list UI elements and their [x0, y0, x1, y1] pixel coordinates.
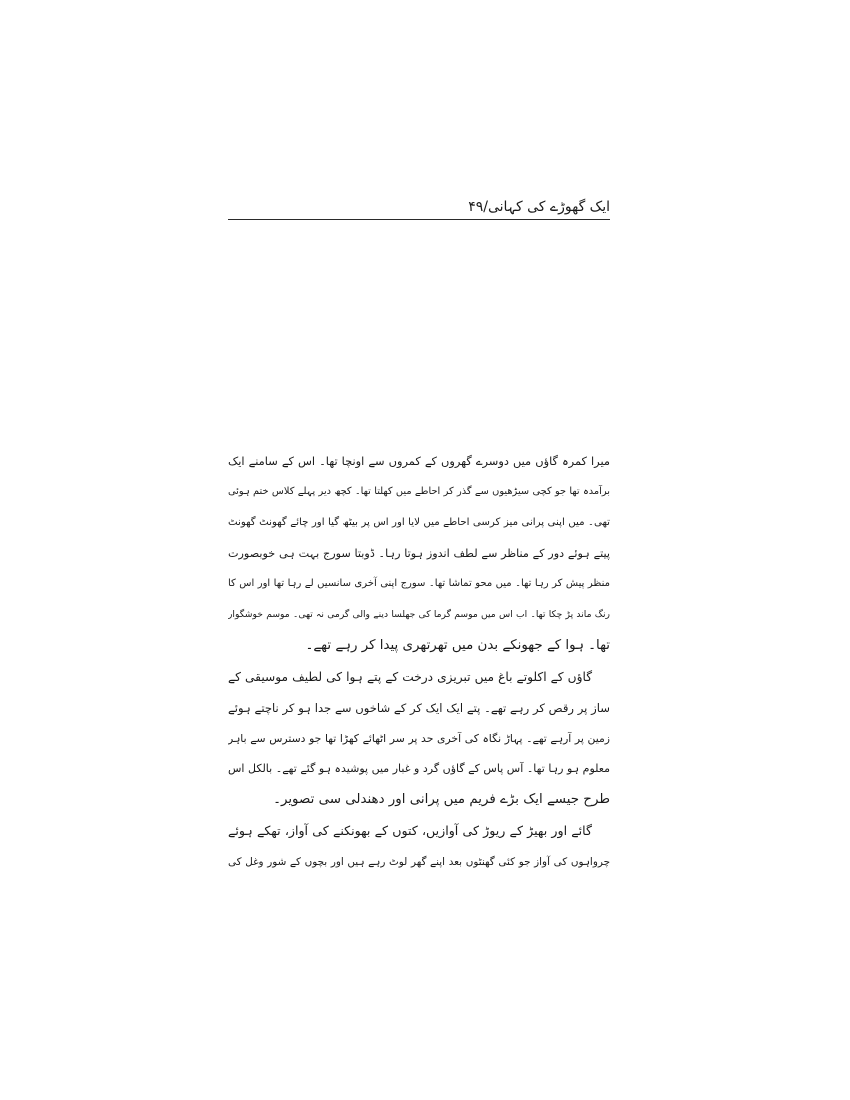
text-line: گاؤں کے اکلوتے باغ میں تبریزی درخت کے پتے ہوا کی لطیف موسیقی کے: [228, 669, 592, 684]
text-line: ساز پر رقص کر رہے تھے۔ پتے ایک ایک کر کے شاخوں سے جدا ہو کر ناچتے ہوئے: [228, 700, 610, 715]
text-line: پیتے ہوئے دور کے مناظر سے لطف اندوز ہوتا رہا۔ ڈوبتا سورج بہت ہی خوبصورت: [228, 546, 610, 560]
text-line: رنگ ماند پڑ چکا تھا۔ اب اس میں موسم گرما کی جھلسا دینے والی گرمی نہ تھی۔ موسم خوشگوار: [228, 609, 610, 621]
text-line: چرواہوں کی آواز جو کئی گھنٹوں بعد اپنے گھر لوٹ رہے ہیں اور بچوں کے شور وغل کی: [228, 855, 610, 868]
text-line: میرا کمرہ گاؤں میں دوسرے گھروں کے کمروں سے اونچا تھا۔ اس کے سامنے ایک: [228, 454, 610, 468]
text-line: تھا۔ ہوا کے جھونکے بدن میں تھرتھری پیدا کر رہے تھے۔: [305, 638, 610, 654]
text-line: زمین پر آرہے تھے۔ پہاڑ نگاہ کی آخری حد پر سر اٹھائے کھڑا تھا جو دسترس سے باہر: [228, 731, 610, 745]
text-line: تھی۔ میں اپنی پرانی میز کرسی احاطے میں لایا اور اس پر بیٹھ گیا اور چائے گھونٹ گھونٹ: [228, 516, 610, 528]
body-text: [228, 446, 610, 878]
text-line: برآمدہ تھا جو کچی سیڑھیوں سے گذر کر احاطے میں کھلتا تھا۔ کچھ دیر پہلے کلاس ختم ہوئی: [228, 485, 610, 497]
text-line: گائے اور بھیڑ کے ریوڑ کی آوازیں، کتوں کے بھونکنے کی آواز، تھکے ہوئے: [228, 823, 592, 839]
header-rule: [228, 219, 610, 220]
text-line: منظر پیش کر رہا تھا۔ میں محو تماشا تھا۔ سورج اپنی آخری سانسیں لے رہا تھا اور اس کا: [228, 578, 610, 590]
running-header: ایک گھوڑے کی کہانی/۴۹: [468, 199, 610, 215]
text-line: طرح جیسے ایک بڑے فریم میں پرانی اور دھندلی سی تصویر۔: [273, 792, 610, 808]
text-line: معلوم ہو رہا تھا۔ آس پاس کے گاؤں گرد و غبار میں پوشیدہ ہو گئے تھے۔ بالکل اس: [228, 762, 610, 776]
